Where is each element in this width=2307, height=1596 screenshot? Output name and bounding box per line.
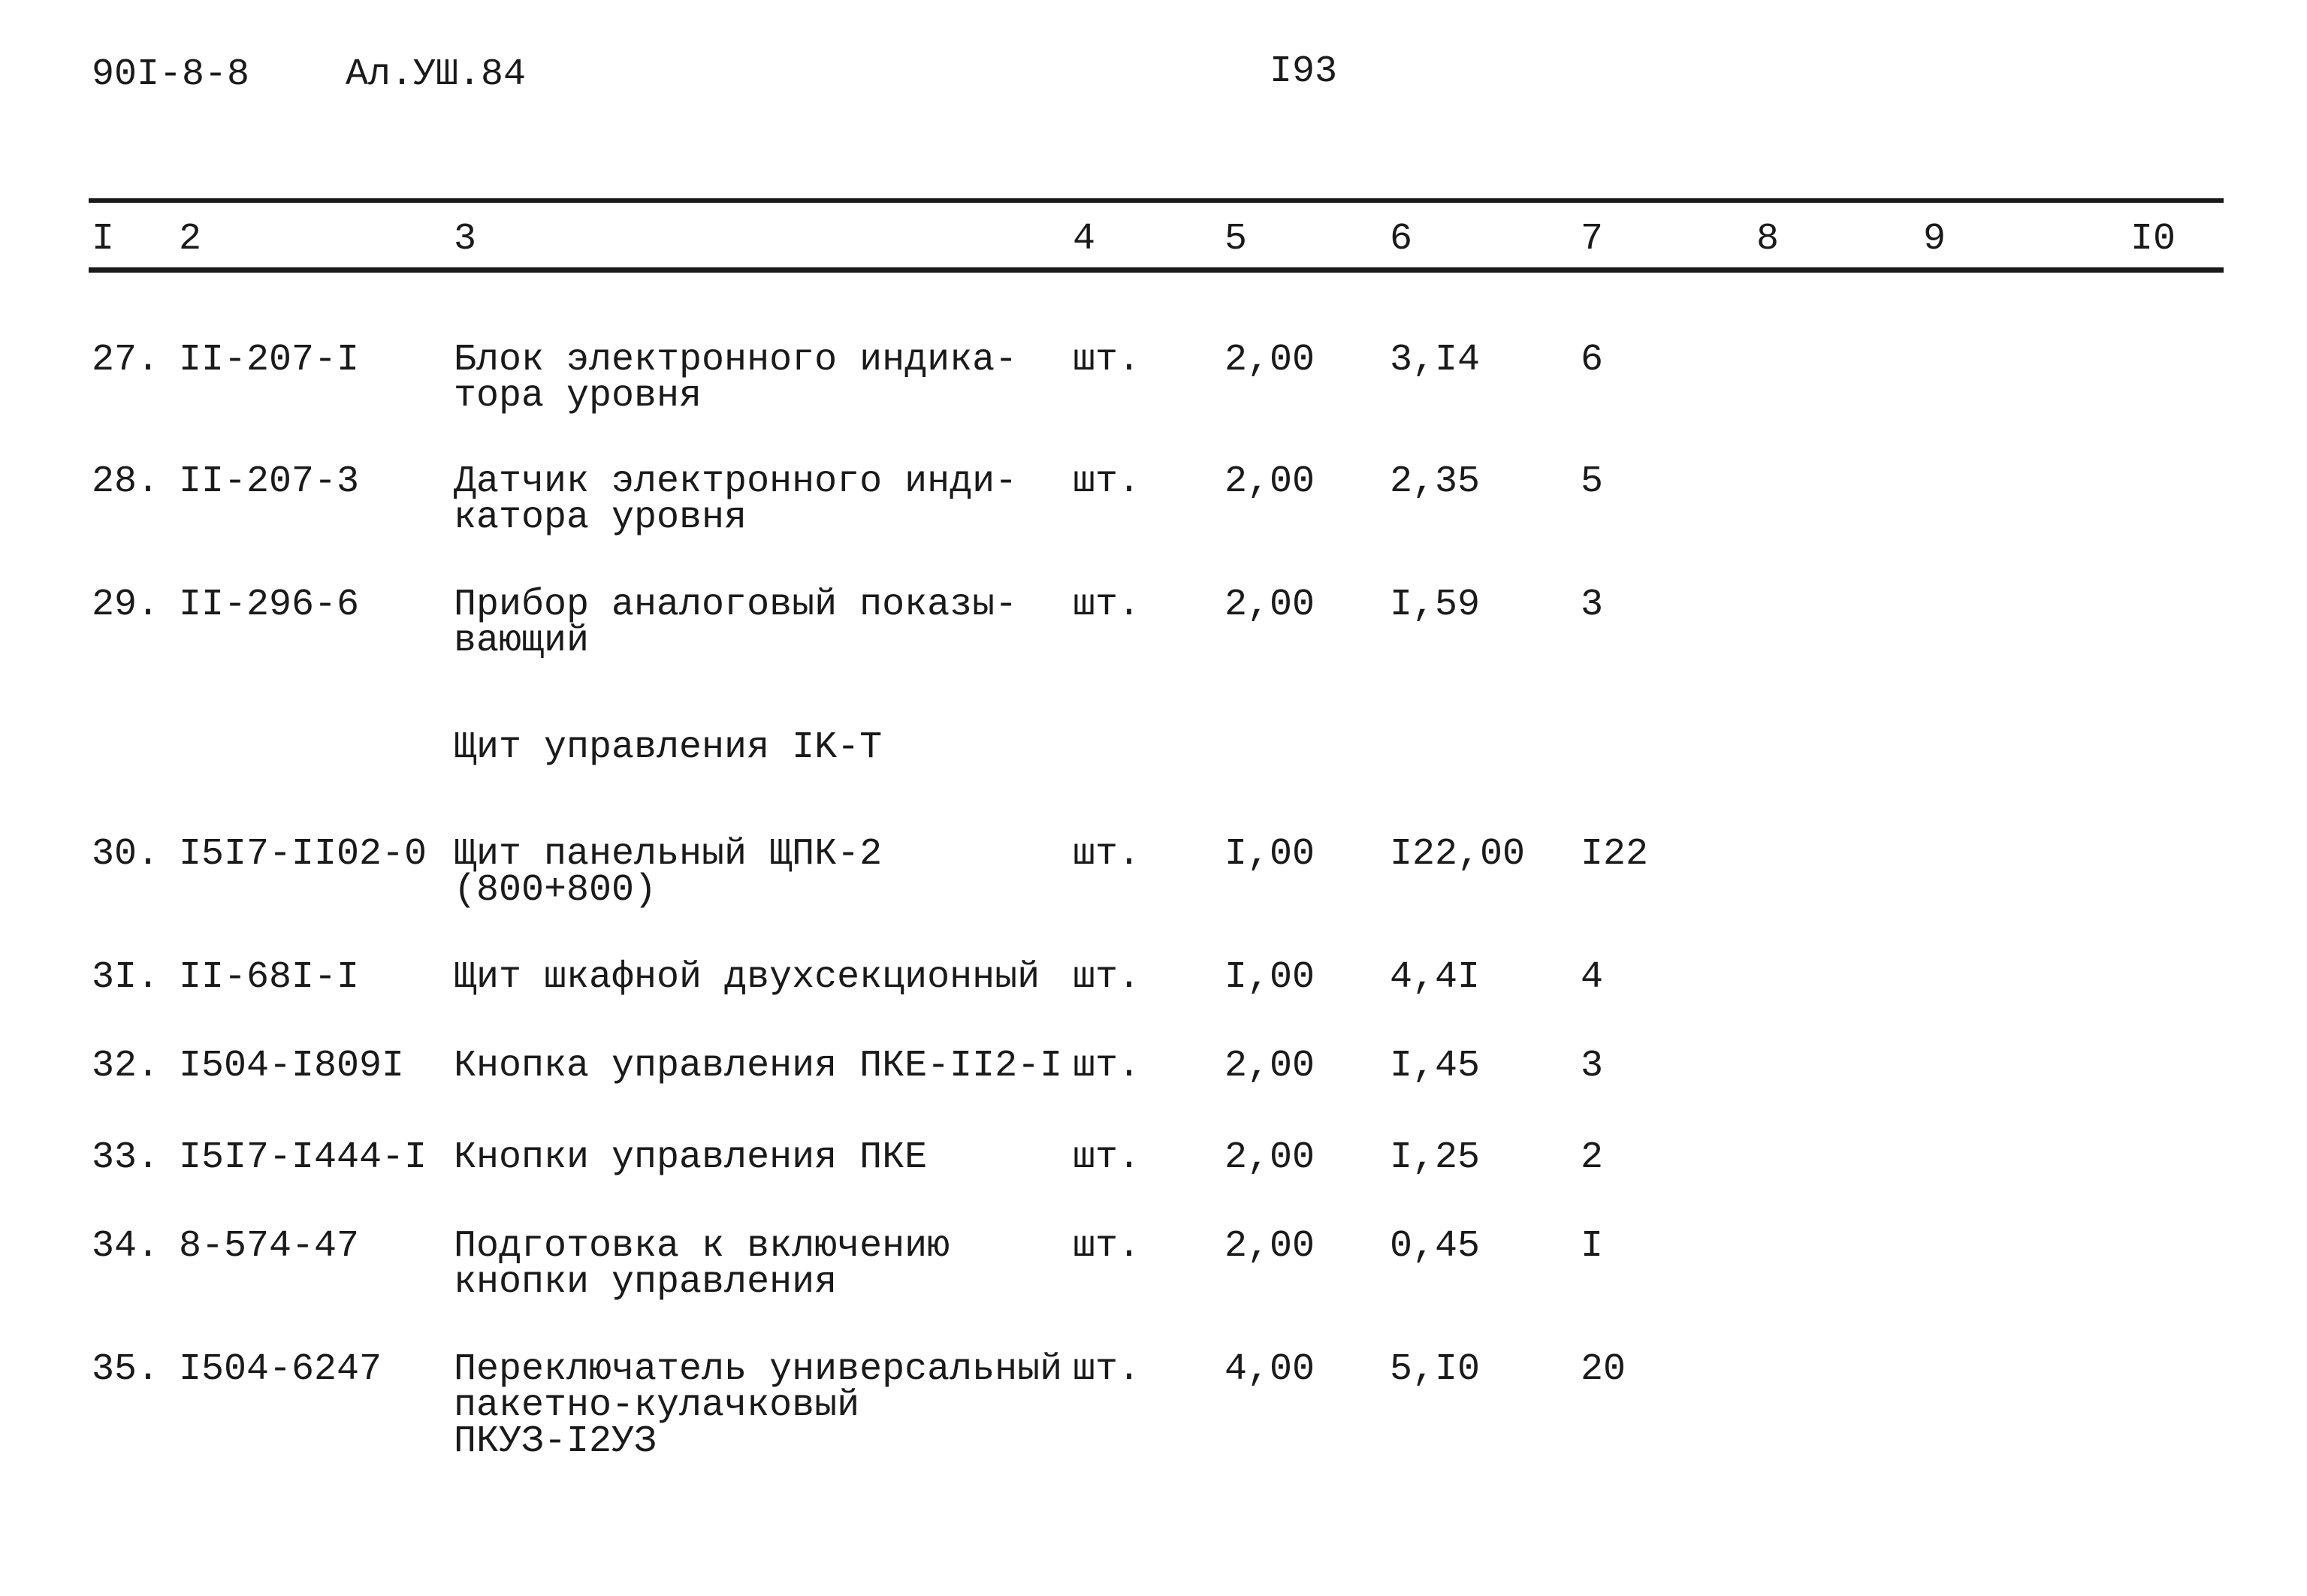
quantity: 2,00 bbox=[1224, 584, 1315, 626]
row-number: 3I. bbox=[92, 956, 160, 999]
unit: шт. bbox=[1073, 1136, 1141, 1179]
item-code: I504-I809I bbox=[179, 1045, 405, 1088]
total: I22 bbox=[1581, 833, 1649, 876]
document-code: 90I-8-8 bbox=[92, 53, 250, 96]
item-code: II-207-I bbox=[179, 339, 360, 382]
quantity: 2,00 bbox=[1224, 460, 1315, 503]
section-heading: Щит управления IK-T bbox=[454, 726, 883, 769]
quantity: 2,00 bbox=[1224, 339, 1315, 382]
total: 5 bbox=[1581, 460, 1604, 503]
item-code: I504-6247 bbox=[179, 1348, 382, 1391]
unit: шт. bbox=[1073, 1225, 1141, 1268]
quantity: 2,00 bbox=[1224, 1225, 1315, 1268]
item-name: Подготовка к включению кнопки управления bbox=[454, 1225, 950, 1304]
column-number: 2 bbox=[179, 218, 202, 261]
item-code: II-68I-I bbox=[179, 956, 360, 999]
unit-price: I22,00 bbox=[1390, 833, 1526, 876]
total: 3 bbox=[1581, 584, 1604, 626]
page-number: I93 bbox=[1270, 50, 1338, 93]
item-code: I5I7-I444-I bbox=[179, 1136, 427, 1179]
unit-price: 4,4I bbox=[1390, 956, 1481, 999]
quantity: I,00 bbox=[1224, 956, 1315, 999]
unit-price: I,45 bbox=[1390, 1045, 1481, 1088]
table-top-rule bbox=[89, 198, 2224, 203]
item-name: Кнопка управления ПКЕ-II2-I bbox=[454, 1045, 1063, 1088]
unit-price: I,25 bbox=[1390, 1136, 1481, 1179]
unit-price: 3,I4 bbox=[1390, 339, 1481, 382]
unit: шт. bbox=[1073, 956, 1141, 999]
unit-price: 5,I0 bbox=[1390, 1348, 1481, 1391]
total: 20 bbox=[1581, 1348, 1626, 1391]
quantity: 2,00 bbox=[1224, 1136, 1315, 1179]
unit-price: I,59 bbox=[1390, 584, 1481, 626]
column-number: 9 bbox=[1923, 218, 1946, 261]
row-number: 35. bbox=[92, 1348, 160, 1391]
unit: шт. bbox=[1073, 339, 1141, 382]
row-number: 33. bbox=[92, 1136, 160, 1179]
item-name: Щит панельный ЩПК-2 (800+800) bbox=[454, 833, 883, 912]
column-number: 8 bbox=[1756, 218, 1780, 261]
column-number: 3 bbox=[454, 218, 477, 261]
unit: шт. bbox=[1073, 1045, 1141, 1088]
item-code: II-207-3 bbox=[179, 460, 360, 503]
row-number: 27. bbox=[92, 339, 160, 382]
total: 6 bbox=[1581, 339, 1604, 382]
item-name: Прибор аналоговый показы- вающий bbox=[454, 584, 1018, 662]
total: 4 bbox=[1581, 956, 1604, 999]
table-header-rule bbox=[89, 267, 2224, 273]
quantity: 4,00 bbox=[1224, 1348, 1315, 1391]
item-name: Переключатель универсальный пакетно-кулачковый ПКУЗ-I2УЗ bbox=[454, 1348, 1063, 1463]
row-number: 30. bbox=[92, 833, 160, 876]
item-name: Кнопки управления ПКЕ bbox=[454, 1136, 928, 1179]
quantity: I,00 bbox=[1224, 833, 1315, 876]
unit-price: 0,45 bbox=[1390, 1225, 1481, 1268]
item-name: Щит шкафной двухсекционный bbox=[454, 956, 1040, 999]
total: I bbox=[1581, 1225, 1604, 1268]
unit: шт. bbox=[1073, 584, 1141, 626]
row-number: 28. bbox=[92, 460, 160, 503]
unit: шт. bbox=[1073, 1348, 1141, 1391]
quantity: 2,00 bbox=[1224, 1045, 1315, 1088]
total: 2 bbox=[1581, 1136, 1604, 1179]
column-number: I bbox=[92, 218, 115, 261]
column-number: I0 bbox=[2130, 218, 2176, 261]
sheet-code: Ал.УШ.84 bbox=[346, 53, 527, 96]
unit: шт. bbox=[1073, 460, 1141, 503]
item-code: 8-574-47 bbox=[179, 1225, 360, 1268]
item-code: I5I7-II02-0 bbox=[179, 833, 427, 876]
total: 3 bbox=[1581, 1045, 1604, 1088]
column-number: 7 bbox=[1581, 218, 1604, 261]
column-number: 6 bbox=[1390, 218, 1413, 261]
item-code: II-296-6 bbox=[179, 584, 360, 626]
unit-price: 2,35 bbox=[1390, 460, 1481, 503]
row-number: 29. bbox=[92, 584, 160, 626]
row-number: 32. bbox=[92, 1045, 160, 1088]
column-number: 5 bbox=[1224, 218, 1248, 261]
row-number: 34. bbox=[92, 1225, 160, 1268]
unit: шт. bbox=[1073, 833, 1141, 876]
item-name: Блок электронного индика- тора уровня bbox=[454, 339, 1018, 418]
item-name: Датчик электронного инди- катора уровня bbox=[454, 460, 1018, 539]
column-number: 4 bbox=[1073, 218, 1096, 261]
